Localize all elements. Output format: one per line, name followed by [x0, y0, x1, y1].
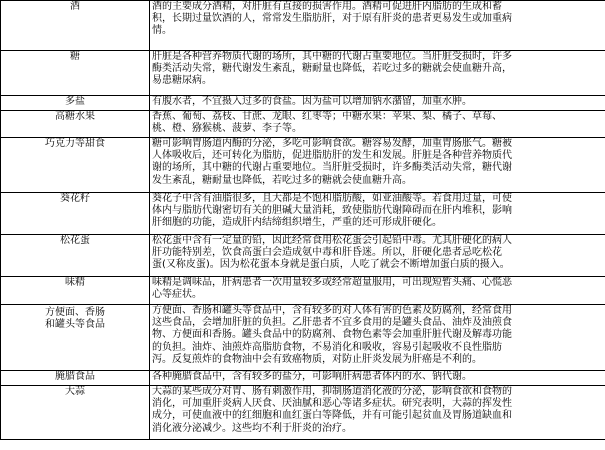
table-row: [1, 1, 605, 51]
food-name: 多盐: [1, 96, 150, 111]
table-row: [1, 371, 605, 386]
food-description: 各种腌腊食品中，含有较多的盐分，可影响肝病患者体内的水、钠代谢。: [150, 371, 605, 386]
food-description: 葵花子中含有油脂很多，且大都是不饱和脂肪酸，如亚油酸等。若食用过量，可使 体内与脂肪代谢密切有关的胆碱大量消耗，致使脂肪代谢障碍而在肝内堆积，影响 肝细胞的功能，造成肝内结缔组织增生，严重的还可形成肝硬化。: [150, 193, 605, 235]
food-name: 松花蛋: [1, 235, 150, 277]
table-row: [1, 235, 605, 277]
table-row: [1, 193, 605, 235]
food-description: 香蕉、葡萄、荔枝、甘蔗、龙眼、红枣等；中糖水果：苹果、梨、橘子、草莓、 桃、橙、猕猴桃、菠萝、李子等。: [150, 111, 605, 138]
table-row: [1, 277, 605, 305]
food-description: 大蒜的某些成分对胃、肠有刺激作用，抑制肠道消化液的分泌，影响食欲和食物的 消化，可加重肝炎病人厌食、厌油腻和恶心等诸多症状。研究表明，大蒜的挥发性 成分，可使血液中的红细胞和血红蛋白等降低，并有可能引起贫血及胃肠道缺血和 消化液分泌减少。这些均不利于肝炎的治疗。: [150, 386, 605, 440]
table-row: [1, 386, 605, 440]
food-name: 酒: [1, 1, 150, 51]
food-name: 方便面、香肠 和罐头等食品: [1, 305, 150, 371]
food-name: 味精: [1, 277, 150, 305]
food-name: 葵花籽: [1, 193, 150, 235]
food-description: 肝脏是各种营养物质代谢的场所，其中糖的代谢占重要地位。当肝脏受损时，许多 酶类活动失常，糖代谢发生紊乱，糖耐量也降低，若吃过多的糖就会使血糖升高， 易患糖尿病。: [150, 51, 605, 96]
food-description: 糖可影响胃肠道内酶的分泌，多吃可影响食欲。糖容易发酵，加重胃肠胀气。糖被 人体吸收后，还可转化为脂肪，促进脂肪肝的发生和发展。肝脏是各种营养物质代 谢的场所，其中糖的代谢占重要地位。当肝脏受损时，许多酶类活动失常，糖代谢 发生紊乱，糖耐量也降低，若吃过多的糖就会使血糖升高。: [150, 138, 605, 193]
food-name: 腌腊食品: [1, 371, 150, 386]
food-name: 巧克力等甜食: [1, 138, 150, 193]
table-row: [1, 96, 605, 111]
food-description: 有腹水者，不宜摄入过多的食盐。因为盐可以增加钠水潴留，加重水肿。: [150, 96, 605, 111]
table-row: [1, 51, 605, 96]
table-row: [1, 138, 605, 193]
food-name: 糖: [1, 51, 150, 96]
food-description: 松花蛋中含有一定量的铅，因此经常食用松花蛋会引起铅中毒。尤其肝硬化的病人 肝功能特别差，饮食高蛋白会造成氨中毒和肝昏迷。所以，肝硬化患者忌吃松花 蛋(又称皮蛋)。因为松花蛋本身就是蛋白质，人吃了就会不断增加蛋白质的摄入。: [150, 235, 605, 277]
food-name: 大蒜: [1, 386, 150, 440]
food-description: 酒的主要成分酒精，对肝脏有直接的损害作用。酒精可促进肝内脂肪的生成和蓄 积，长期过量饮酒的人，常常发生脂肪肝，对于原有肝炎的患者更易发生或加重病 情。: [150, 1, 605, 51]
food-description: 方便面、香肠和罐头等食品中，含有较多的对人体有害的色素及防腐剂，经常食用 这些食品，会增加肝脏的负担。乙肝患者不宜多食用的是罐头食品、油炸及油煎食 物、方便面和香肠。罐头食品中的防腐剂、食物色素等会加重肝脏代谢及解毒功能 的负担。油炸、油煎炸高脂肪食物，不易消化和吸收，容易引起吸收不良性脂肪 泻。反复煎炸的食物油中会有致癌物质，对防止肝炎发展为肝癌是不利的。: [150, 305, 605, 371]
food-name: 高糖水果: [1, 111, 150, 138]
table-row: [1, 305, 605, 371]
food-description: 味精是调味品，肝病患者一次用量较多或经常超量服用，可出现短暂头痛、心慌恶 心等症状。: [150, 277, 605, 305]
table-row: [1, 111, 605, 138]
